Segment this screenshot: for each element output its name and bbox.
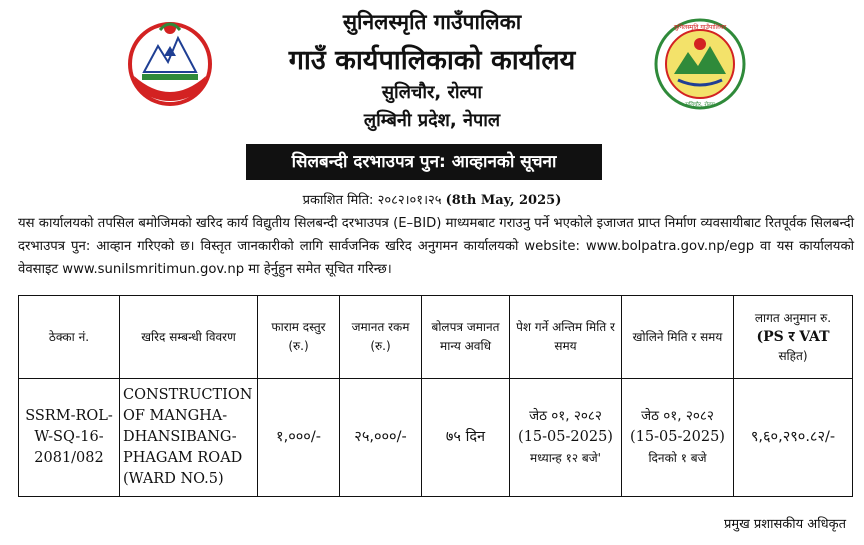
cell-submission bbox=[510, 379, 622, 497]
table-row bbox=[19, 379, 853, 497]
svg-text:सुलिचौर, रोल्पा: सुलिचौर, रोल्पा bbox=[685, 102, 715, 108]
svg-text:सुनिलस्मृति गाउँपालिका: सुनिलस्मृति गाउँपालिका bbox=[673, 24, 727, 31]
header-description: खरिद सम्बन्धी विवरण bbox=[120, 296, 258, 379]
header-cost-estimate-line2: (PS र VAT bbox=[756, 328, 830, 345]
opening-date-ad: (15-05-2025) bbox=[630, 429, 725, 445]
cell-form-fee: १,०००/- bbox=[258, 379, 340, 497]
office-address: सुलिचौर, रोल्पा bbox=[381, 82, 483, 103]
header-cost-estimate bbox=[734, 296, 853, 379]
published-date-label: प्रकाशित मिति: bbox=[302, 193, 374, 208]
tender-table bbox=[18, 295, 853, 497]
header-cost-estimate-line3: सहित) bbox=[778, 348, 808, 363]
cell-contract-no: SSRM-ROL-W-SQ-16-2081/082 bbox=[19, 379, 120, 497]
published-date-bs: २०८२।०१।२५ bbox=[377, 193, 442, 208]
header-cost-estimate-line1: लागत अनुमान रु. bbox=[754, 310, 832, 325]
header-form-fee: फाराम दस्तुर (रु.) bbox=[258, 296, 340, 379]
cell-bid-security: २५,०००/- bbox=[340, 379, 422, 497]
opening-time: दिनको १ बजे bbox=[648, 451, 707, 465]
signatory-title: प्रमुख प्रशासकीय अधिकृत bbox=[723, 517, 846, 532]
published-date-ad: (8th May, 2025) bbox=[445, 193, 562, 208]
header-contract-no: ठेक्का नं. bbox=[19, 296, 120, 379]
table-header-row bbox=[19, 296, 853, 379]
cell-validity: ७५ दिन bbox=[422, 379, 510, 497]
municipality-seal-icon bbox=[652, 16, 748, 112]
municipality-name: सुनिलस्मृति गाउँपालिका bbox=[342, 10, 522, 34]
header-validity: बोलपत्र जमानत मान्य अवधि bbox=[422, 296, 510, 379]
header-opening: खोलिने मिति र समय bbox=[622, 296, 734, 379]
cell-cost-estimate: ९,६०,२९०.८२/- bbox=[734, 379, 853, 497]
cell-description: CONSTRUCTION OF MANGHA-DHANSIBANG-PHAGAM ROAD (WARD NO.5) bbox=[120, 379, 258, 497]
submission-time: मध्यान्ह १२ बजे' bbox=[530, 451, 601, 465]
header-bid-security: जमानत रकम (रु.) bbox=[340, 296, 422, 379]
office-province: लुम्बिनी प्रदेश, नेपाल bbox=[363, 110, 501, 131]
letterhead bbox=[0, 0, 864, 140]
cell-opening bbox=[622, 379, 734, 497]
office-title: गाउँ कार्यपालिकाको कार्यालय bbox=[288, 45, 576, 76]
notice-title-banner: सिलबन्दी दरभाउपत्र पुन: आव्हानको सूचना bbox=[246, 144, 602, 180]
submission-date-ad: (15-05-2025) bbox=[518, 429, 613, 445]
opening-date-bs: जेठ ०१, २०८२ bbox=[641, 408, 714, 424]
submission-date-bs: जेठ ०१, २०८२ bbox=[529, 408, 602, 424]
published-date bbox=[0, 190, 864, 208]
notice-body: यस कार्यालयको तपसिल बमोजिमको खरिद कार्य विद्युतीय सिलबन्दी दरभाउपत्र (E–BID) माध्यमबाट गराउनु पर्ने भएकोले इजाजत प्राप्त निर्माण व्यवसायीबाट रितपूर्वक सिलबन्दी दरभाउपत्र पुन: आव्हान गरिएको छ। विस्तृत जानकारीको लागि सार्वजनिक खरिद अनुगमन कार्यालयको website: www.bolpatra.gov.np/egp वा यस कार्यालयको वेवसाइट www.sunilsmritimun.gov.np मा हेर्नुहुन समेत सूचित गरिन्छ। bbox=[18, 216, 854, 277]
header-submission: पेश गर्ने अन्तिम मिति र समय bbox=[510, 296, 622, 379]
